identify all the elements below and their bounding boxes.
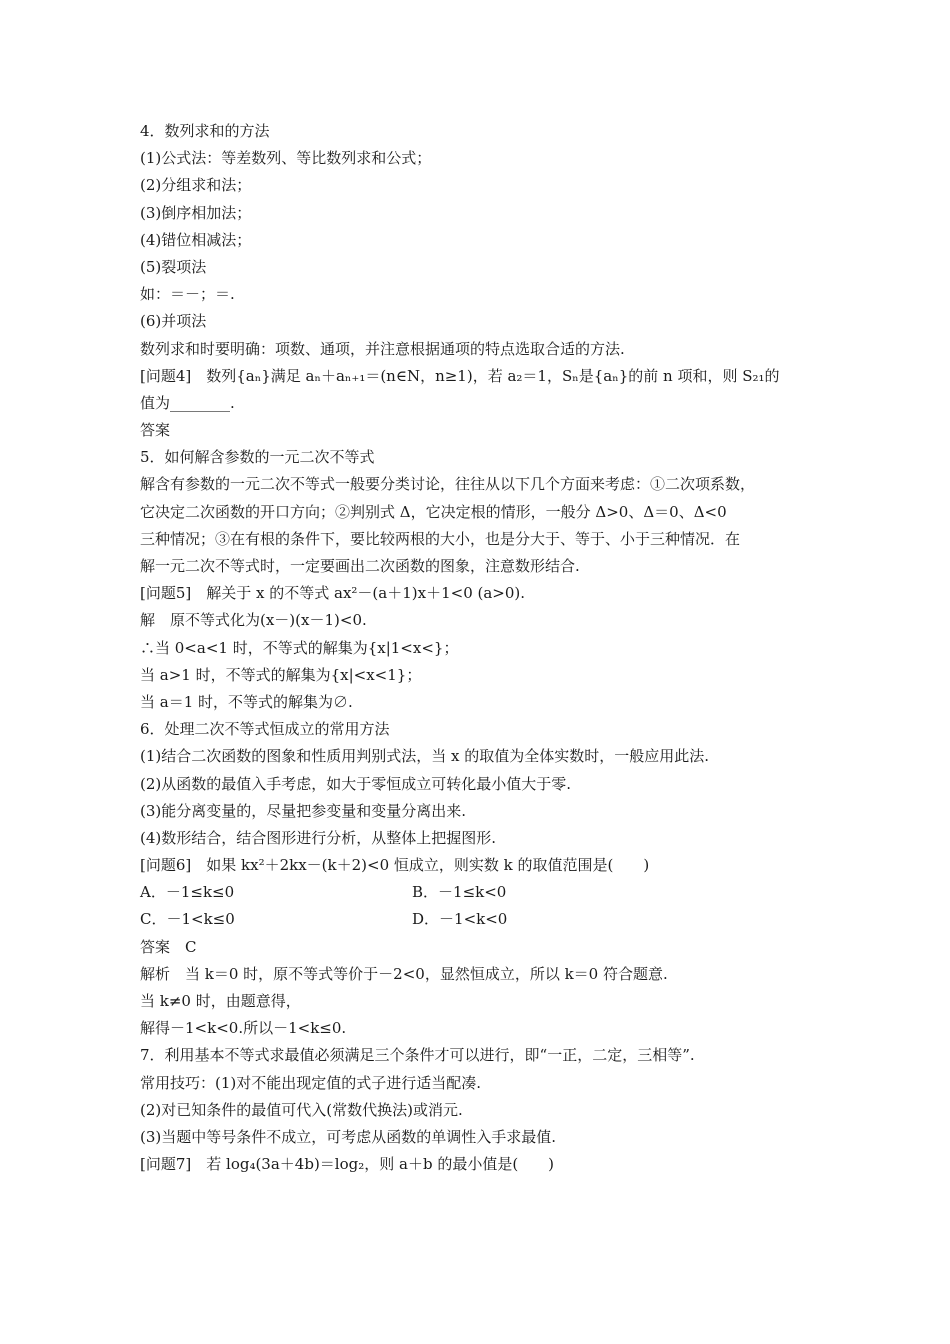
section-heading-6: 6．处理二次不等式恒成立的常用方法 (140, 720, 390, 739)
text-line: (4)错位相减法； (140, 230, 252, 249)
section-heading-7: 7．利用基本不等式求最值必须满足三个条件才可以进行，即“一正，二定，三相等”. (140, 1046, 695, 1065)
options-row (140, 879, 820, 906)
text-line: (6)并项法 (140, 312, 207, 331)
analysis-line: 解析 当 k＝0 时，原不等式等价于－2<0，显然恒成立，所以 k＝0 符合题意. (140, 964, 668, 983)
text-line: (2)从函数的最值入手考虑，如大于零恒成立可转化最小值大于零. (140, 774, 572, 793)
answer-label: 答案 (140, 421, 171, 440)
text-line: (2)分组求和法； (140, 176, 252, 195)
option-a: A．－1≤k≤0 (140, 883, 235, 902)
problem-7: [问题7] 若 log₄(3a＋4b)＝log₂，则 a＋b 的最小值是( ) (140, 1155, 555, 1174)
option-b: B．－1≤k<0 (412, 883, 507, 902)
text-line: (1)结合二次函数的图象和性质用判别式法，当 x 的取值为全体实数时，一般应用此法. (140, 747, 710, 766)
text-line: 它决定二次函数的开口方向；②判别式 Δ，它决定根的情形，一般分 Δ>0、Δ＝0、Δ<0 (140, 502, 727, 521)
analysis-line: 解得－1<k<0.所以－1<k≤0. (140, 1019, 347, 1038)
text-line: (5)裂项法 (140, 257, 207, 276)
solution-line: ∴当 0<a<1 时，不等式的解集为{x|1<x<}； (140, 638, 459, 657)
option-d: D．－1<k<0 (412, 910, 508, 929)
problem-6: [问题6] 如果 kx²＋2kx－(k＋2)<0 恒成立，则实数 k 的取值范围是( ) (140, 856, 650, 875)
text-line: 解含有参数的一元二次不等式一般要分类讨论，往往从以下几个方面来考虑：①二次项系数， (140, 475, 756, 494)
section-heading-4: 4．数列求和的方法 (140, 122, 270, 140)
text-line: (4)数形结合，结合图形进行分析，从整体上把握图形. (140, 828, 497, 847)
text-line: (1)公式法：等差数列、等比数列求和公式； (140, 149, 432, 168)
solution-line: 当 a>1 时，不等式的解集为{x|<x<1}； (140, 665, 422, 684)
solution-line: 解 原不等式化为(x－)(x－1)<0. (140, 611, 367, 630)
problem-4: [问题4] 数列{aₙ}满足 aₙ＋aₙ₊₁＝(n∈N，n≥1)，若 a₂＝1，Sₙ是{aₙ}的前 n 项和，则 S₂₁的 (140, 366, 780, 385)
document-page (140, 118, 820, 1178)
text-line: 解一元二次不等式时，一定要画出二次函数的图象，注意数形结合. (140, 557, 580, 575)
solution-line: 当 a＝1 时，不等式的解集为∅. (140, 692, 353, 711)
answer-line: 答案 C (140, 937, 197, 956)
text-line: 值为________. (140, 393, 235, 412)
text-line: 数列求和时要明确：项数、通项，并注意根据通项的特点选取合适的方法. (140, 339, 625, 358)
text-line: 常用技巧：(1)对不能出现定值的式子进行适当配凑. (140, 1073, 482, 1092)
problem-5: [问题5] 解关于 x 的不等式 ax²－(a＋1)x＋1<0 (a>0). (140, 584, 526, 603)
text-line: (3)能分离变量的，尽量把参变量和变量分离出来. (140, 801, 467, 820)
analysis-line: 当 k≠0 时，由题意得， (140, 992, 301, 1010)
text-line: (3)倒序相加法； (140, 203, 252, 222)
option-c: C．－1<k≤0 (140, 910, 235, 929)
text-line: 如：＝－；＝. (140, 285, 235, 304)
text-line: 三种情况；③在有根的条件下，要比较两根的大小，也是分大于、等于、小于三种情况．在 (140, 529, 741, 548)
section-heading-5: 5．如何解含参数的一元二次不等式 (140, 448, 375, 467)
text-line: (3)当题中等号条件不成立，可考虑从函数的单调性入手求最值. (140, 1127, 557, 1146)
text-line: (2)对已知条件的最值可代入(常数代换法)或消元. (140, 1100, 463, 1119)
options-row (140, 906, 820, 933)
